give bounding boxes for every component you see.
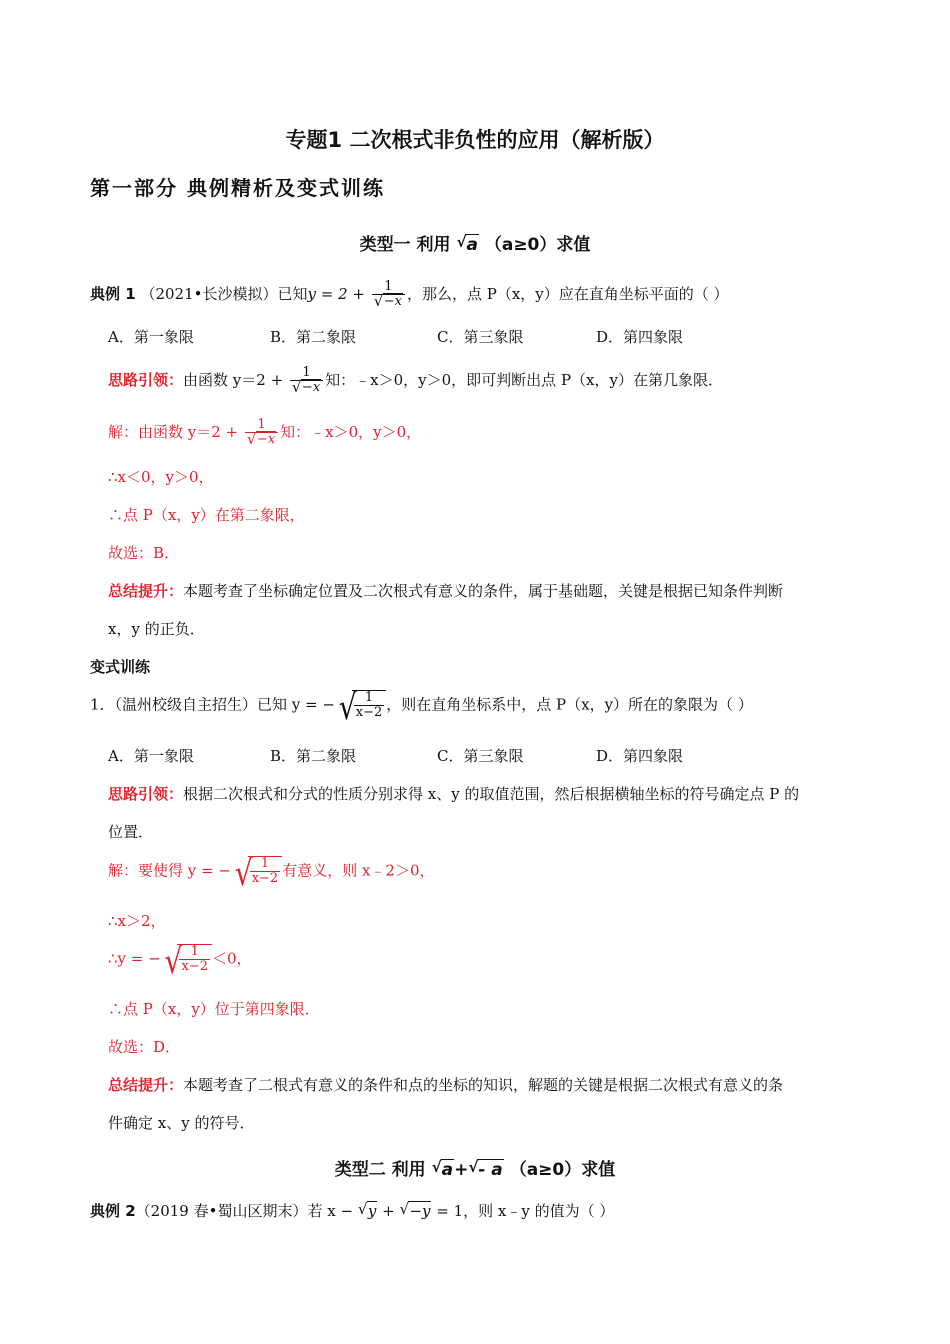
solution-step: ∴点 P（x，y）位于第四象限． <box>108 1000 320 1018</box>
option-a: A．第一象限 <box>108 328 194 346</box>
example-1-summary: 总结提升：本题考查了坐标确定位置及二次根式有意义的条件，属于基础题，关键是根据已知条件判断 <box>108 582 784 600</box>
option-a: A．第一象限 <box>108 747 194 765</box>
question-1-summary-cont: 件确定 x、y 的符号． <box>108 1114 255 1132</box>
example-1-hint: 思路引领：由函数 y＝2 + 1 √ −x 知：﹣x＞0，y＞0，即可判断出点 P（x，y）在第几象限． <box>108 366 723 396</box>
question-1-hint-cont: 位置． <box>108 823 154 841</box>
option-c: C．第三象限 <box>437 747 524 765</box>
option-b: B．第二象限 <box>270 328 357 346</box>
solution-step: ∴点 P（x，y）在第二象限， <box>108 506 305 524</box>
solution-answer: 故选：D． <box>108 1038 181 1056</box>
question-1-summary: 总结提升：本题考查了二根式有意义的条件和点的坐标的知识，解题的关键是根据二次根式有意义的条 <box>108 1076 784 1094</box>
question-1: 1．（温州校级自主招生）已知 y = − √ $\frac{1}{x-2}$ ，则在直角坐标系中，点 P（x，y）所在的象限为（ ） <box>90 690 753 721</box>
solution-step: ∴x＞2， <box>108 912 166 930</box>
question-1-hint: 思路引领：根据二次根式和分式的性质分别求得 x、y 的取值范围，然后根据横轴坐标的符号确定点 P 的 <box>108 785 800 803</box>
variant-heading: 变式训练 <box>90 658 151 676</box>
example-1-question: 典例 1 （2021•长沙模拟）已知y = 2 + 1 √ −x ，那么，点 P（x，y）应在直角坐标平面的（ ） <box>90 280 729 310</box>
option-c: C．第三象限 <box>437 328 524 346</box>
question-1-solution: 解：要使得 y = − √ $\frac{1}{x-2}$ 有意义，则 x﹣2＞0， <box>108 856 435 887</box>
example-1-solution: 解：由函数 y＝2 + 1 √ −x 知：﹣x＞0，y＞0， <box>108 418 421 448</box>
section-heading: 第一部分 典例精析及变式训练 <box>90 176 385 200</box>
example-2-question: 典例 2（2019 春•蜀山区期末）若 x − √ y + √ −y = 1，则 x﹣y 的值为（ ） <box>90 1200 614 1221</box>
type-heading-1: 类型一 利用 √ a （a≥0）求值 <box>0 230 950 255</box>
page-title: 专题1 二次根式非负性的应用（解析版） <box>285 128 665 152</box>
example-1-summary-cont: x，y 的正负． <box>108 620 205 638</box>
option-d: D．第四象限 <box>596 747 684 765</box>
option-b: B．第二象限 <box>270 747 357 765</box>
solution-step: ∴y = − √ $\frac{1}{x-2}$ ＜0， <box>108 944 252 975</box>
option-d: D．第四象限 <box>596 328 684 346</box>
solution-answer: 故选：B． <box>108 544 180 562</box>
type-heading-2: 类型二 利用 √ a+√ - a （a≥0）求值 <box>0 1155 950 1180</box>
solution-step: ∴x＜0，y＞0， <box>108 468 214 486</box>
